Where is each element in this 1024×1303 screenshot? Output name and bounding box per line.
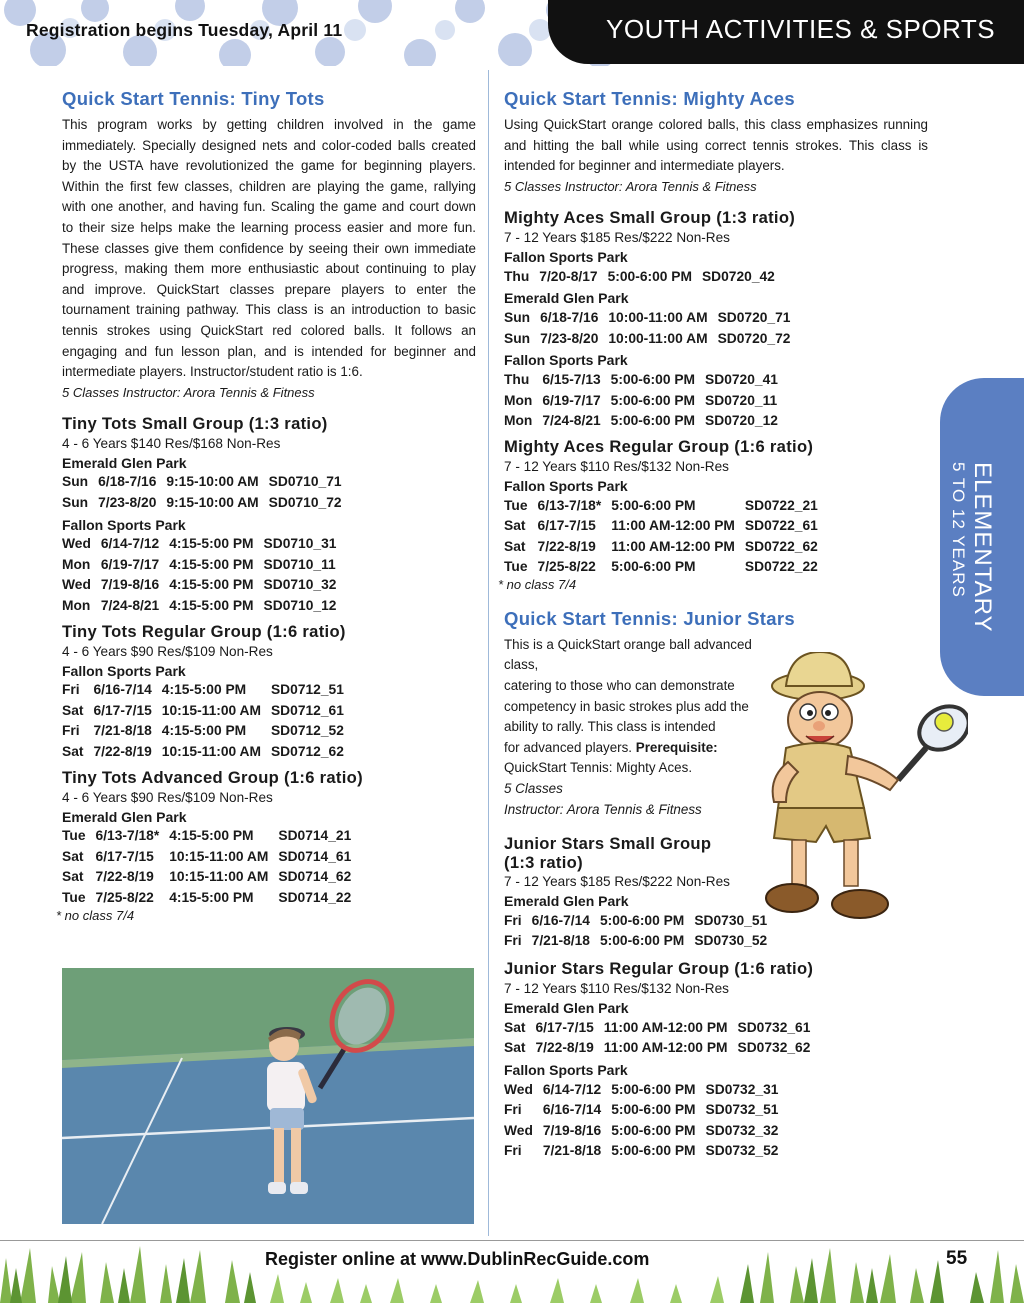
day-cell: Sat xyxy=(504,1019,526,1035)
dates-cell: 6/14-7/12 xyxy=(100,536,160,552)
time-cell: 9:15-10:00 AM xyxy=(166,474,259,490)
schedule-row xyxy=(62,721,354,742)
mighty-aces-small-group-title: Mighty Aces Small Group (1:3 ratio) xyxy=(504,207,796,227)
schedule-row xyxy=(504,495,828,516)
course-code-cell: SD0712_62 xyxy=(270,743,344,759)
time-cell: 4:15-5:00 PM xyxy=(169,536,254,552)
schedule-row xyxy=(504,266,785,287)
course-code-cell: SD0720_11 xyxy=(705,392,778,408)
course-code-cell: SD0712_51 xyxy=(270,682,344,698)
schedule-row xyxy=(504,390,788,411)
schedule-table xyxy=(62,680,354,762)
course-code-cell: SD0732_32 xyxy=(705,1122,779,1138)
schedule-row xyxy=(62,554,346,575)
schedule-row xyxy=(62,867,361,888)
day-cell: Wed xyxy=(504,1081,533,1097)
schedule-row xyxy=(504,1079,788,1100)
day-cell: Mon xyxy=(62,597,91,613)
course-code-cell: SD0722_21 xyxy=(744,497,818,513)
day-cell: Sat xyxy=(504,538,526,554)
schedule-row xyxy=(62,700,354,721)
schedule-row xyxy=(62,595,346,616)
photo-illustration xyxy=(62,968,474,1224)
day-cell: Wed xyxy=(62,536,91,552)
park-name: Emerald Glen Park xyxy=(504,290,629,307)
schedule-row xyxy=(504,1017,820,1038)
tiny-tots-regular-group-title: Tiny Tots Regular Group (1:6 ratio) xyxy=(62,621,346,641)
schedule-table xyxy=(504,369,788,431)
day-cell: Sat xyxy=(62,702,84,718)
dates-cell: 7/21-8/18 xyxy=(531,933,590,949)
schedule-table xyxy=(504,495,828,577)
mighty-aces-regular-group-age-fee: 7 - 12 Years $110 Res/$132 Non-Res xyxy=(504,458,729,474)
course-code-cell: SD0722_62 xyxy=(744,538,818,554)
tiny-tots-meta: 5 Classes Instructor: Arora Tennis & Fitness xyxy=(62,384,315,400)
day-cell: Sun xyxy=(504,310,531,326)
schedule-table xyxy=(504,266,785,287)
schedule-row xyxy=(504,307,800,328)
park-name: Emerald Glen Park xyxy=(62,454,187,471)
schedule-row xyxy=(504,515,828,536)
day-cell: Mon xyxy=(62,556,91,572)
dates-cell: 7/23-8/20 xyxy=(98,494,157,510)
schedule-table xyxy=(504,307,800,348)
dates-cell: 6/19-7/17 xyxy=(100,556,160,572)
course-code-cell: SD0710_32 xyxy=(263,577,337,593)
day-cell: Fri xyxy=(504,1143,522,1159)
time-cell: 4:15-5:00 PM xyxy=(169,556,254,572)
park-name: Fallon Sports Park xyxy=(62,516,186,533)
time-cell: 5:00-6:00 PM xyxy=(610,372,696,388)
schedule-table xyxy=(504,1079,788,1161)
dates-cell: 7/24-8/21 xyxy=(100,597,160,613)
time-cell: 10:15-11:00 AM xyxy=(161,743,261,759)
side-category-label xyxy=(946,462,996,633)
schedule-row xyxy=(62,575,346,596)
course-code-cell: SD0710_72 xyxy=(268,494,342,510)
schedule-row xyxy=(504,1141,788,1162)
description-line-text: for advanced players. xyxy=(504,739,633,755)
tiny-tots-small-group-age-fee: 4 - 6 Years $140 Res/$168 Non-Res xyxy=(62,435,281,451)
day-cell: Fri xyxy=(62,682,80,698)
time-cell: 5:00-6:00 PM xyxy=(611,1102,696,1118)
side-tab-title: ELEMENTARY xyxy=(969,462,996,633)
junior-stars-instructor: Instructor: Arora Tennis & Fitness xyxy=(504,801,702,817)
time-cell: 9:15-10:00 AM xyxy=(166,494,259,510)
day-cell: Sun xyxy=(62,494,89,510)
course-code-cell: SD0714_61 xyxy=(278,848,352,864)
junior-stars-regular-group-age-fee: 7 - 12 Years $110 Res/$132 Non-Res xyxy=(504,981,729,997)
schedule-row xyxy=(62,887,361,908)
schedule-row xyxy=(62,846,361,867)
course-code-cell: SD0720_71 xyxy=(717,310,791,326)
day-cell: Sat xyxy=(504,1040,526,1056)
mighty-aces-small-group-age-fee: 7 - 12 Years $185 Res/$222 Non-Res xyxy=(504,229,730,245)
dates-cell: 6/17-7/15 xyxy=(93,702,152,718)
course-code-cell: SD0732_51 xyxy=(705,1102,779,1118)
schedule-row xyxy=(504,369,788,390)
park-name: Fallon Sports Park xyxy=(504,248,628,265)
left-column xyxy=(56,88,476,923)
mighty-aces-title: Quick Start Tennis: Mighty Aces xyxy=(504,88,795,109)
schedule-row xyxy=(504,1100,788,1121)
tiny-tots-description: This program works by getting children involved in the game immediately. Specially designed nets and color-coded balls created by the USTA have revolutionized the game for beginning players. Within the first few classes, children are playing the game, rallying with one another, and having fun. Scaling the game and court down to their size helps make the learning process easier and more fun. These classes give them confidence by seeing their own immediate progress, making them more enthusiastic about continuing to play and improve. QuickStart classes prepare players to enter the tournament training pathway. This class is an introduction to basic tennis strokes using QuickStart red colored balls. It follows an engaging and fun lesson plan, and is intended for beginner and intermediate players. Instructor/student ratio is 1:6. xyxy=(62,117,476,380)
time-cell: 11:00 AM-12:00 PM xyxy=(603,1019,728,1035)
course-code-cell: SD0712_52 xyxy=(270,723,344,739)
description-line: ability to rally. This class is intended xyxy=(504,719,716,735)
day-cell: Wed xyxy=(62,577,91,593)
dates-cell: 6/19-7/17 xyxy=(542,392,601,408)
dates-cell: 7/20-8/17 xyxy=(539,268,598,284)
course-code-cell: SD0732_61 xyxy=(737,1019,811,1035)
day-cell: Wed xyxy=(504,1122,533,1138)
junior-stars-title: Quick Start Tennis: Junior Stars xyxy=(504,607,795,629)
dates-cell: 7/22-8/19 xyxy=(95,869,154,885)
day-cell: Tue xyxy=(62,828,86,844)
course-code-cell: SD0710_31 xyxy=(263,536,337,552)
day-cell: Sat xyxy=(504,518,526,534)
junior-stars-regular-group-title: Junior Stars Regular Group (1:6 ratio) xyxy=(504,959,814,979)
dates-cell: 6/17-7/15 xyxy=(537,518,596,534)
park-name: Fallon Sports Park xyxy=(62,662,186,679)
day-cell: Tue xyxy=(504,559,528,575)
day-cell: Tue xyxy=(504,497,528,513)
tiny-tots-advanced-group-title: Tiny Tots Advanced Group (1:6 ratio) xyxy=(62,767,363,787)
dates-cell: 7/25-8/22 xyxy=(95,889,154,905)
dates-cell: 7/21-8/18 xyxy=(542,1143,602,1159)
schedule-row xyxy=(504,1038,820,1059)
dates-cell: 7/23-8/20 xyxy=(540,330,599,346)
course-code-cell: SD0730_52 xyxy=(694,933,768,949)
course-code-cell: SD0710_12 xyxy=(263,597,337,613)
group-title-line: Junior Stars Small Group xyxy=(504,834,712,854)
day-cell: Tue xyxy=(62,889,86,905)
time-cell: 10:00-11:00 AM xyxy=(608,330,708,346)
schedule-row xyxy=(504,1120,788,1141)
schedule-table xyxy=(62,534,346,616)
time-cell: 5:00-6:00 PM xyxy=(599,912,685,928)
course-code-cell: SD0714_21 xyxy=(278,828,352,844)
course-code-cell: SD0732_31 xyxy=(705,1081,779,1097)
dates-cell: 6/16-7/14 xyxy=(93,682,152,698)
time-cell: 10:15-11:00 AM xyxy=(161,702,261,718)
schedule-row xyxy=(62,741,354,762)
day-cell: Fri xyxy=(62,723,80,739)
schedule-row xyxy=(504,931,777,952)
mighty-aces-regular-group-title: Mighty Aces Regular Group (1:6 ratio) xyxy=(504,436,814,456)
time-cell: 5:00-6:00 PM xyxy=(610,392,696,408)
schedule-row xyxy=(504,410,788,431)
schedule-row xyxy=(62,534,346,555)
page-header xyxy=(0,0,1024,66)
course-code-cell: SD0714_62 xyxy=(278,869,352,885)
column-divider xyxy=(488,70,489,1236)
dates-cell: 7/25-8/22 xyxy=(537,559,596,575)
park-name: Emerald Glen Park xyxy=(504,893,629,910)
course-code-cell: SD0720_42 xyxy=(701,268,775,284)
time-cell: 4:15-5:00 PM xyxy=(169,597,254,613)
schedule-table xyxy=(62,826,361,908)
time-cell: 5:00-6:00 PM xyxy=(611,1081,696,1097)
dates-cell: 7/22-8/19 xyxy=(93,743,152,759)
schedule-table xyxy=(504,1017,820,1058)
schedule-row xyxy=(504,910,777,931)
description-line xyxy=(504,738,770,759)
dates-cell: 6/16-7/14 xyxy=(542,1102,602,1118)
page-number: 55 xyxy=(946,1248,968,1269)
time-cell: 4:15-5:00 PM xyxy=(161,723,247,739)
dates-cell: 7/22-8/19 xyxy=(535,1040,594,1056)
course-code-cell: SD0710_11 xyxy=(263,556,336,572)
day-cell: Fri xyxy=(504,1102,522,1118)
course-code-cell: SD0722_61 xyxy=(744,518,818,534)
day-cell: Thu xyxy=(504,372,530,388)
course-code-cell: SD0722_22 xyxy=(744,559,818,575)
day-cell: Sat xyxy=(62,743,84,759)
dates-cell: 7/21-8/18 xyxy=(93,723,152,739)
time-cell: 4:15-5:00 PM xyxy=(161,682,247,698)
registration-banner: Registration begins Tuesday, April 11 xyxy=(26,20,343,40)
time-cell: 5:00-6:00 PM xyxy=(611,1122,696,1138)
schedule-table xyxy=(62,472,352,513)
mighty-aces-meta: 5 Classes Instructor: Arora Tennis & Fitness xyxy=(504,178,757,194)
day-cell: Sat xyxy=(62,869,84,885)
course-code-cell: SD0720_12 xyxy=(705,413,778,429)
side-tab-subtitle: 5 TO 12 YEARS xyxy=(949,462,968,598)
day-cell: Sat xyxy=(62,848,84,864)
schedule-row xyxy=(62,472,352,493)
dates-cell: 6/15-7/13 xyxy=(542,372,601,388)
mighty-aces-description: Using QuickStart orange colored balls, this class emphasizes running and hitting the ball while using correct tennis strokes. This class is intended for beginner and intermediate players. xyxy=(504,117,928,174)
junior-stars-description xyxy=(504,635,770,820)
course-code-cell: SD0714_22 xyxy=(278,889,352,905)
day-cell: Fri xyxy=(504,933,522,949)
dates-cell: 6/17-7/15 xyxy=(535,1019,594,1035)
park-name: Fallon Sports Park xyxy=(504,477,628,494)
course-code-cell: SD0732_62 xyxy=(737,1040,811,1056)
tennis-mascot-illustration xyxy=(748,652,968,934)
course-code-cell: SD0710_71 xyxy=(268,474,342,490)
park-name: Fallon Sports Park xyxy=(504,352,628,369)
time-cell: 10:15-11:00 AM xyxy=(169,869,269,885)
dates-cell: 7/19-8/16 xyxy=(542,1122,602,1138)
time-cell: 4:15-5:00 PM xyxy=(169,889,254,905)
schedule-row xyxy=(62,680,354,701)
park-name: Emerald Glen Park xyxy=(504,1000,629,1017)
dates-cell: 7/22-8/19 xyxy=(537,538,596,554)
schedule-row xyxy=(504,536,828,557)
dates-cell: 7/24-8/21 xyxy=(542,413,601,429)
tiny-tots-title: Quick Start Tennis: Tiny Tots xyxy=(62,88,325,109)
junior-stars-small-group-age-fee: 7 - 12 Years $185 Res/$222 Non-Res xyxy=(504,874,730,890)
description-line: catering to those who can demonstrate xyxy=(504,677,735,693)
course-code-cell: SD0730_51 xyxy=(694,912,768,928)
tiny-tots-regular-group-age-fee: 4 - 6 Years $90 Res/$109 Non-Res xyxy=(62,643,273,659)
tiny-tots-small-group-title: Tiny Tots Small Group (1:3 ratio) xyxy=(62,413,328,433)
course-code-cell: SD0732_52 xyxy=(705,1143,779,1159)
right-column xyxy=(498,88,928,1161)
time-cell: 11:00 AM-12:00 PM xyxy=(611,538,735,554)
dates-cell: 6/13-7/18* xyxy=(537,497,602,513)
day-cell: Sun xyxy=(62,474,89,490)
prerequisite-label: Prerequisite: xyxy=(635,739,718,755)
schedule-row xyxy=(62,826,361,847)
time-cell: 11:00 AM-12:00 PM xyxy=(603,1040,728,1056)
time-cell: 10:00-11:00 AM xyxy=(608,310,708,326)
junior-stars-classes: 5 Classes xyxy=(504,780,563,796)
day-cell: Mon xyxy=(504,413,533,429)
course-code-cell: SD0720_41 xyxy=(705,372,778,388)
schedule-row xyxy=(504,328,800,349)
dates-cell: 6/16-7/14 xyxy=(531,912,590,928)
dates-cell: 6/18-7/16 xyxy=(98,474,157,490)
time-cell: 4:15-5:00 PM xyxy=(169,577,254,593)
tennis-girl-photo xyxy=(62,968,474,1224)
grass-decoration xyxy=(0,1238,1024,1303)
dates-cell: 6/18-7/16 xyxy=(540,310,599,326)
park-name: Emerald Glen Park xyxy=(62,808,187,825)
day-cell: Thu xyxy=(504,268,530,284)
schedule-row xyxy=(62,492,352,513)
time-cell: 10:15-11:00 AM xyxy=(169,848,269,864)
time-cell: 4:15-5:00 PM xyxy=(169,828,254,844)
description-line: This is a QuickStart orange ball advanced class, xyxy=(504,636,752,673)
section-title: YOUTH ACTIVITIES & SPORTS xyxy=(606,14,996,44)
dates-cell: 6/14-7/12 xyxy=(542,1081,602,1097)
time-cell: 11:00 AM-12:00 PM xyxy=(611,518,735,534)
footer-register-online: Register online at www.DublinRecGuide.com xyxy=(265,1249,650,1269)
prerequisite-value: QuickStart Tennis: Mighty Aces. xyxy=(504,760,693,776)
group-title-line: (1:3 ratio) xyxy=(504,853,583,873)
dates-cell: 7/19-8/16 xyxy=(100,577,160,593)
day-cell: Mon xyxy=(504,392,533,408)
time-cell: 5:00-6:00 PM xyxy=(611,559,696,575)
schedule-row xyxy=(504,556,828,577)
schedule-note: * no class 7/4 xyxy=(498,576,577,592)
time-cell: 5:00-6:00 PM xyxy=(607,268,692,284)
dates-cell: 6/13-7/18* xyxy=(95,828,160,844)
schedule-note: * no class 7/4 xyxy=(56,907,135,923)
schedule-table xyxy=(504,910,777,951)
time-cell: 5:00-6:00 PM xyxy=(599,933,685,949)
course-code-cell: SD0712_61 xyxy=(270,702,344,718)
time-cell: 5:00-6:00 PM xyxy=(611,497,696,513)
day-cell: Sun xyxy=(504,330,531,346)
dates-cell: 6/17-7/15 xyxy=(95,848,154,864)
time-cell: 5:00-6:00 PM xyxy=(610,413,696,429)
tiny-tots-advanced-group-age-fee: 4 - 6 Years $90 Res/$109 Non-Res xyxy=(62,789,273,805)
park-name: Fallon Sports Park xyxy=(504,1062,628,1079)
course-code-cell: SD0720_72 xyxy=(717,330,791,346)
day-cell: Fri xyxy=(504,912,522,928)
description-line: competency in basic strokes plus add the xyxy=(504,698,749,714)
time-cell: 5:00-6:00 PM xyxy=(611,1143,696,1159)
